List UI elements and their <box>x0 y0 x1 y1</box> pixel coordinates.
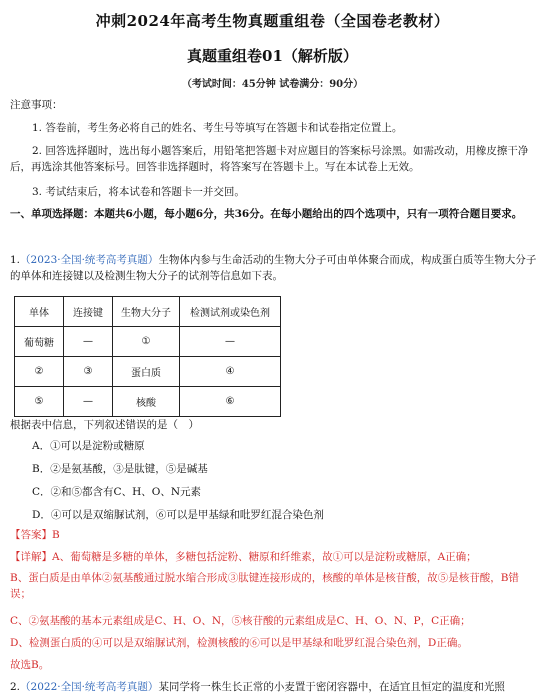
document-title: 冲刺2024年高考生物真题重组卷（全国卷老教材） <box>95 12 450 30</box>
table-cell: ① <box>113 327 180 357</box>
question-number: 2. <box>10 681 21 693</box>
table-cell: ④ <box>180 357 281 387</box>
table-cell: ③ <box>64 357 113 387</box>
table-header-cell: 生物大分子 <box>113 297 180 327</box>
analysis-text: A、葡萄糖是多糖的单体，多糖包括淀粉、糖原和纤维素，故①可以是淀粉或糖原，A正确； <box>52 551 477 563</box>
data-table <box>14 296 281 417</box>
table-row <box>15 357 281 387</box>
table-cell: — <box>64 327 113 357</box>
question-text: 某同学将一株生长正常的小麦置于密闭容器中，在适宜且恒定的温度和光照 <box>158 681 505 693</box>
analysis-line: 故选B。 <box>10 659 50 671</box>
option-a: A．①可以是淀粉或糖原 <box>32 440 145 452</box>
analysis-line: C、②氨基酸的基本元素组成是C、H、O、N，⑤核苷酸的元素组成是C、H、O、N、P，C正确； <box>10 615 471 627</box>
answer-value: B <box>52 529 60 541</box>
document-subtitle: 真题重组卷01（解析版） <box>187 47 358 65</box>
note-item-2: 2. 回答选择题时，选出每小题答案后，用铅笔把答题卡对应题目的答案标号涂黑。如需改动，用橡皮擦干净后，再选涂其他答案标号。回答非选择题时，将答案写在答题卡上。写在本试卷上无效。 <box>10 145 529 173</box>
table-row <box>15 387 281 417</box>
note-item-3: 3. 考试结束后，将本试卷和答题卡一并交回。 <box>32 186 245 198</box>
question-prompt: 根据表中信息，下列叙述错误的是（ ） <box>10 419 199 431</box>
table-header-cell: 单体 <box>15 297 64 327</box>
option-b: B．②是氨基酸，③是肽键，⑤是碱基 <box>32 463 208 475</box>
table-header-row <box>15 297 281 327</box>
notes-heading: 注意事项： <box>10 99 63 111</box>
analysis-line: B、蛋白质是由单体②氨基酸通过脱水缩合形成③肽键连接形成的，核酸的单体是核苷酸，故⑤是核苷酸，B错误； <box>10 572 519 600</box>
question-source: （2023·全国·统考高考真题） <box>20 254 159 266</box>
table-cell: — <box>64 387 113 417</box>
table-row <box>15 327 281 357</box>
option-c: C．②和⑤都含有C、H、O、N元素 <box>32 486 202 498</box>
answer-label: 【答案】 <box>10 529 52 541</box>
answer-line <box>10 527 538 543</box>
analysis-line: D、检测蛋白质的④可以是双缩脲试剂，检测核酸的⑥可以是甲基绿和吡罗红混合染色剂，D正确。 <box>10 637 468 649</box>
table-cell: 核酸 <box>113 387 180 417</box>
exam-info: （考试时间：45分钟 试卷满分：90分） <box>181 79 364 90</box>
analysis-line <box>10 549 538 565</box>
table-cell: 蛋白质 <box>113 357 180 387</box>
question-number: 1. <box>10 254 21 266</box>
section-heading: 一、单项选择题：本题共6小题，每小题6分，共36分。在每小题给出的四个选项中，只有一项符合题目要求。 <box>10 208 523 220</box>
table-cell: ⑥ <box>180 387 281 417</box>
question-2-stem <box>10 679 538 695</box>
option-d: D．④可以是双缩脲试剂，⑥可以是甲基绿和吡罗红混合染色剂 <box>32 509 324 521</box>
table-cell: 葡萄糖 <box>15 327 64 357</box>
question-source: （2022·全国·统考高考真题） <box>20 681 159 693</box>
note-item-1: 1. 答卷前，考生务必将自己的姓名、考生号等填写在答题卡和试卷指定位置上。 <box>32 122 403 134</box>
table-cell: ② <box>15 357 64 387</box>
question-1-stem <box>10 252 538 284</box>
table-cell: — <box>180 327 281 357</box>
table-header-cell: 检测试剂或染色剂 <box>180 297 281 327</box>
table-cell: ⑤ <box>15 387 64 417</box>
table-header-cell: 连接键 <box>64 297 113 327</box>
analysis-label: 【详解】 <box>10 551 52 563</box>
question-text: 生物体内参与生命活动的生物大分子可由单体聚合而成，构成蛋白质等生物大分子的单体和连接键以及检测生物大分子的试剂等信息如下表。 <box>10 254 537 282</box>
